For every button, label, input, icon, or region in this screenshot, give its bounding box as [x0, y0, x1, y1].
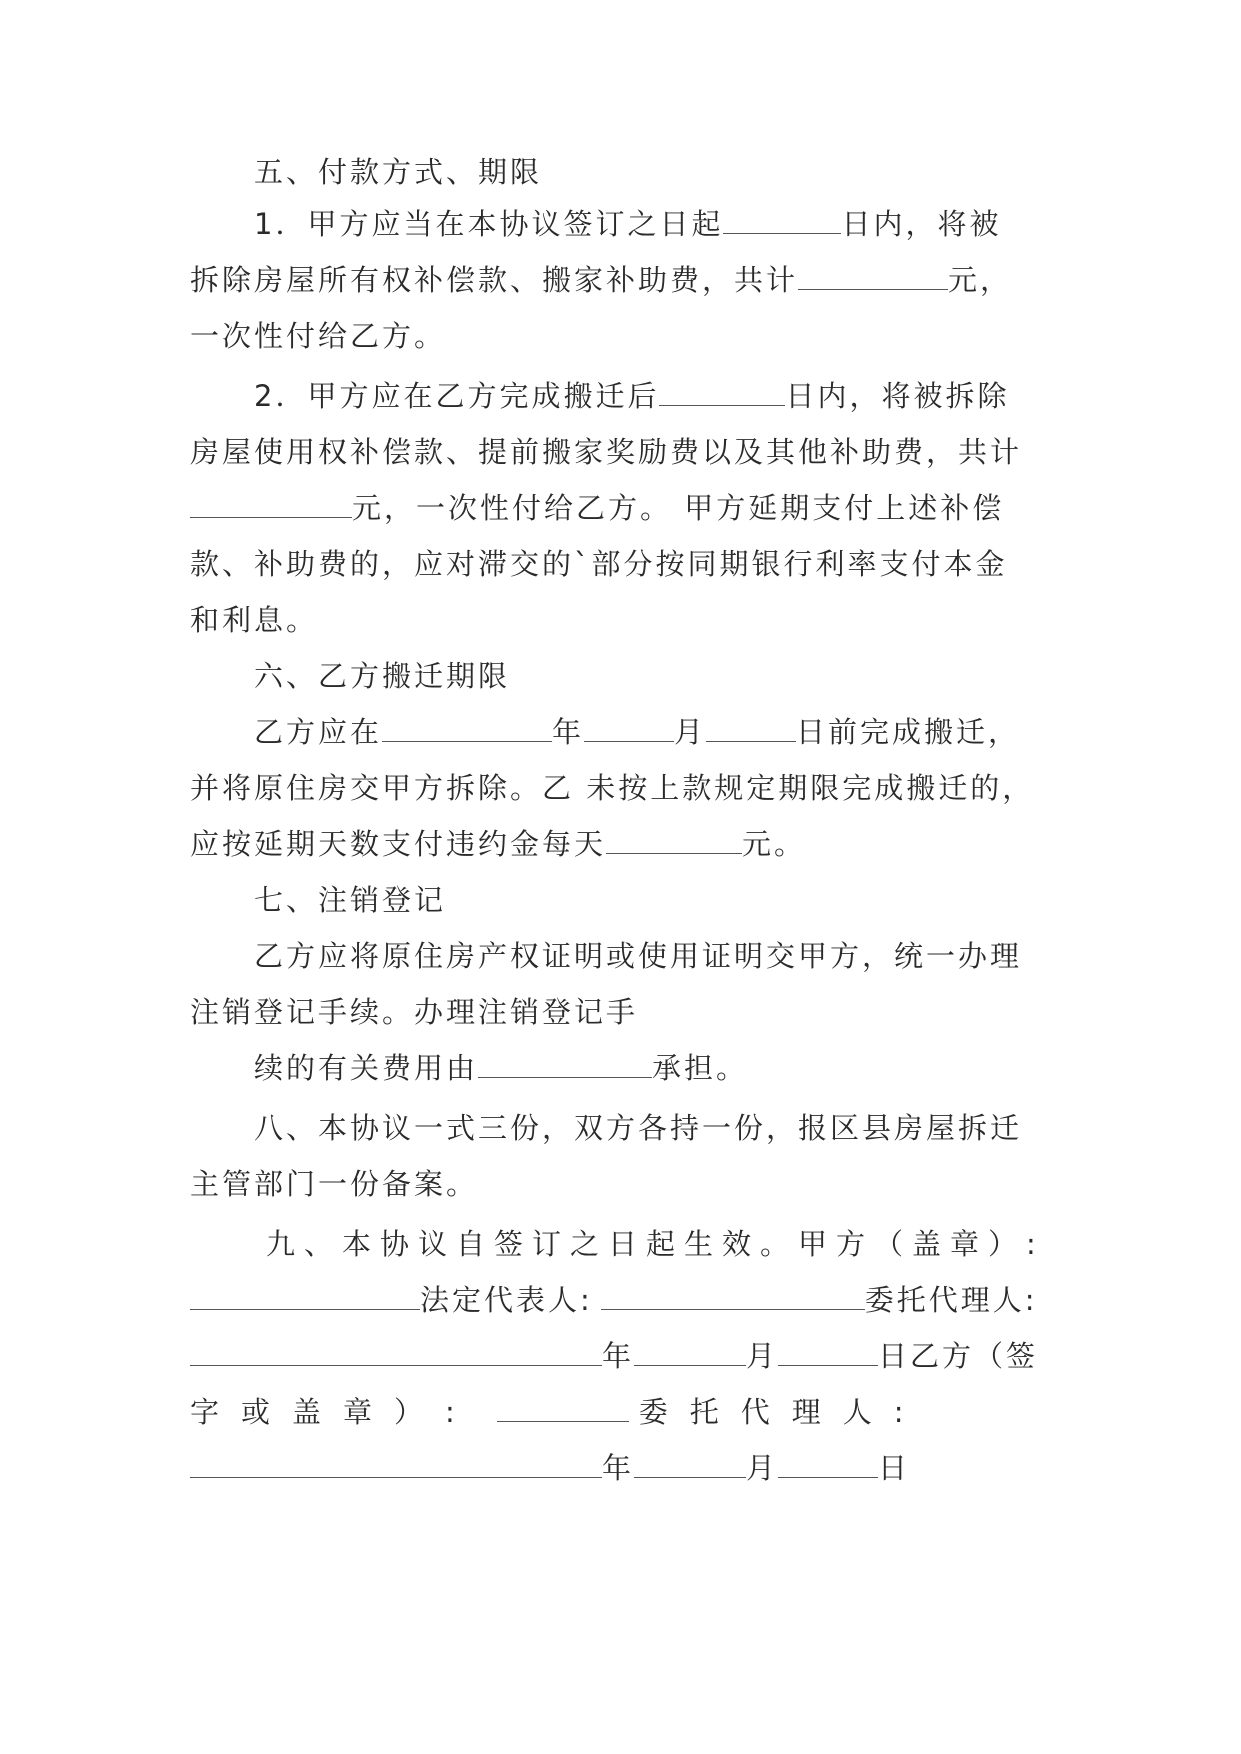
section9-text-a: 九、本协议自签订之日起生效。甲方（盖章）:	[266, 1227, 1045, 1261]
section6-heading-text: 六、乙方搬迁期限	[254, 659, 511, 693]
section6-text-g: 元。	[742, 827, 807, 861]
section5-item1-text-e: 一次性付给乙方。	[190, 319, 447, 353]
section7-text-a: 乙方应将原住房产权证明或使用证明交甲方，统一办理	[254, 939, 1023, 973]
section5-item2-line5	[190, 600, 318, 640]
section6-text-b: 年	[552, 715, 585, 749]
section9-line3	[190, 1336, 1038, 1376]
section8-line1	[254, 1108, 1022, 1148]
section7-heading-text: 七、注销登记	[254, 883, 447, 917]
section5-item2-line3	[190, 488, 1004, 528]
section6-line3	[190, 824, 806, 864]
section5-item2-text-e: 款、补助费的，应对滞交的`部分按同期银行利率支付本金	[190, 547, 1008, 581]
section8-text-b: 主管部门一份备案。	[190, 1167, 479, 1201]
section9-text-h: 委托代理人:	[638, 1395, 926, 1429]
section5-item1-line3	[190, 316, 446, 356]
section6-line1	[254, 712, 1020, 752]
blank-fee-payer[interactable]	[478, 1049, 652, 1078]
section9-text-d: 年	[602, 1339, 635, 1373]
section5-heading	[254, 152, 542, 192]
blank-party-b-sign[interactable]	[497, 1393, 629, 1422]
section9-line1	[266, 1224, 1045, 1264]
section6-heading	[254, 656, 510, 696]
section8-line2	[190, 1164, 478, 1204]
section5-item1-text-a: 1．甲方应当在本协议签订之日起	[254, 207, 724, 241]
section5-item2-text-a: 2．甲方应在乙方完成搬迁后	[254, 379, 660, 413]
blank-agent-b[interactable]	[190, 1449, 602, 1478]
section5-item2-line4	[190, 544, 1008, 584]
section6-text-d: 日前完成搬迁，	[796, 715, 1021, 749]
section5-item2-text-d: 元，一次性付给乙方。 甲方延期支付上述补偿	[352, 491, 1005, 525]
blank-days-2[interactable]	[659, 377, 785, 406]
section7-text-b: 注销登记手续。办理注销登记手	[190, 995, 639, 1029]
section5-item1-text-b: 日内，将被	[841, 207, 1002, 241]
section5-item2-text-c: 房屋使用权补偿款、提前搬家奖励费以及其他补助费，共计	[190, 435, 1023, 469]
blank-days-1[interactable]	[723, 205, 841, 234]
section7-line3	[254, 1048, 748, 1088]
blank-amount-1[interactable]	[798, 261, 948, 290]
section5-item2-text-f: 和利息。	[190, 603, 319, 637]
section7-heading	[254, 880, 446, 920]
blank-party-a-seal[interactable]	[190, 1281, 420, 1310]
section9-text-k: 日	[878, 1451, 911, 1485]
section5-item1-line2	[190, 260, 1012, 300]
blank-year-1[interactable]	[382, 713, 552, 742]
section9-text-i: 年	[602, 1451, 635, 1485]
section5-item2-line1	[254, 376, 1009, 416]
section9-line2	[190, 1280, 1038, 1320]
section9-text-b: 法定代表人:	[420, 1283, 593, 1317]
section7-text-d: 承担。	[652, 1051, 749, 1085]
blank-day-b[interactable]	[778, 1449, 878, 1478]
section6-line2	[190, 768, 1034, 808]
section9-line4	[190, 1392, 926, 1432]
section6-text-c: 月	[674, 715, 707, 749]
section5-item1-line1	[254, 204, 1001, 244]
section6-text-f: 应按延期天数支付违约金每天	[190, 827, 607, 861]
section5-item2-line2	[190, 432, 1022, 472]
section6-text-e: 并将原住房交甲方拆除。乙 未按上款规定期限完成搬迁的，	[190, 771, 1035, 805]
section8-text-a: 八、本协议一式三份，双方各持一份，报区县房屋拆迁	[254, 1111, 1023, 1145]
blank-month-a[interactable]	[634, 1337, 746, 1366]
section7-line1	[254, 936, 1022, 976]
blank-month-b[interactable]	[634, 1449, 746, 1478]
section9-text-j: 月	[746, 1451, 779, 1485]
blank-agent-a[interactable]	[190, 1337, 602, 1366]
section7-text-c: 续的有关费用由	[254, 1051, 479, 1085]
blank-day-1[interactable]	[706, 713, 796, 742]
section9-text-g: 字或盖章）:	[190, 1395, 477, 1429]
blank-amount-2[interactable]	[190, 489, 352, 518]
section6-text-a: 乙方应在	[254, 715, 383, 749]
section5-heading-text: 五、付款方式、期限	[254, 155, 543, 189]
section9-line5	[190, 1448, 910, 1488]
section9-text-e: 月	[746, 1339, 779, 1373]
section5-item2-text-b: 日内，将被拆除	[785, 379, 1010, 413]
section7-line2	[190, 992, 638, 1032]
section5-item1-text-c: 拆除房屋所有权补偿款、搬家补助费，共计	[190, 263, 799, 297]
section9-text-f: 日乙方（签	[878, 1339, 1039, 1373]
section5-item1-text-d: 元，	[948, 263, 1013, 297]
blank-day-a[interactable]	[778, 1337, 878, 1366]
blank-penalty[interactable]	[606, 825, 742, 854]
section9-text-c: 委托代理人:	[864, 1283, 1038, 1317]
blank-month-1[interactable]	[584, 713, 674, 742]
blank-legal-rep[interactable]	[601, 1281, 865, 1310]
